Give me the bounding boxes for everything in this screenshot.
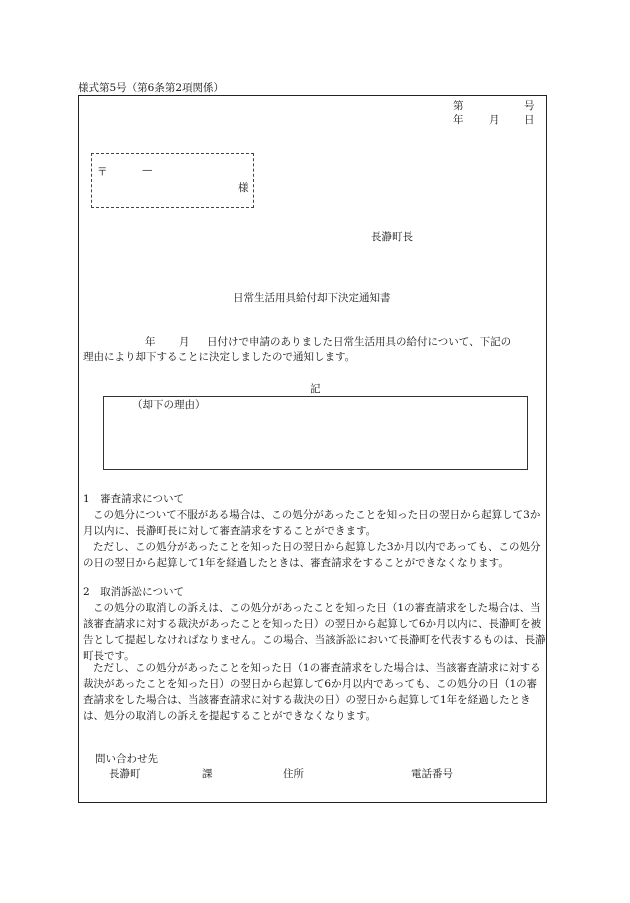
contact-town: 長瀞町 <box>109 768 141 780</box>
section1-para1: この処分について不服がある場合は、この処分があったことを知った日の翌日から起算して3か月以内に、長瀞町長に対して審査請求をすることができます。 <box>83 509 541 537</box>
document-title: 日常生活用具給付却下決定通知書 <box>233 292 391 304</box>
contact-phone: 電話番号 <box>411 768 453 780</box>
section1-para2: ただし、この処分があったことを知った日の翌日から起算した3か月以内であっても、この処分の日の翌日から起算して1年を経過したときは、審査請求をすることができなくなります。 <box>83 541 541 569</box>
intro-year: 年 <box>145 336 156 348</box>
section2-heading: 2 取消訴訟について <box>83 586 184 598</box>
date-month: 月 <box>489 114 500 126</box>
date-year: 年 <box>453 114 464 126</box>
intro-line2: 理由により却下することに決定しましたので通知します。 <box>83 351 356 363</box>
ki-heading: 記 <box>310 383 321 395</box>
contact-address: 住所 <box>283 768 304 780</box>
postal-dash: — <box>142 164 153 176</box>
postal-mark: 〒 <box>97 166 108 178</box>
rejection-reason-box <box>103 396 528 470</box>
intro-line1: 日付けで申請のありました日常生活用具の給付について、下記の <box>207 336 512 348</box>
number-suffix: 号 <box>524 100 535 112</box>
section1-heading: 1 審査請求について <box>83 493 184 505</box>
intro-month: 月 <box>179 336 190 348</box>
date-day: 日 <box>524 114 535 126</box>
form-label: 様式第5号（第6条第2項関係） <box>78 82 225 94</box>
section2-para2: ただし、この処分があったことを知った日（1の審査請求をした場合は、当該審査請求に対する裁決があったことを知った日）の翌日から起算して6か月以内であっても、この処分の日（1の審査請求をした場合は、当該審査請求に対する裁決の日）の翌日から起算して1年を経過したときは、処分の取消しの訴えを提起することができなくなります。 <box>83 662 541 722</box>
number-prefix: 第 <box>453 100 464 112</box>
section2-para1: この処分の取消しの訴えは、この処分があったことを知った日（1の審査請求をした場合は、当該審査請求に対する裁決があったことを知った日）の翌日から起算して6か月以内に、長瀞町を被告として提起しなければなりません。この場合、当該訴訟において長瀞町を代表するものは、長瀞町長です。 <box>83 602 546 662</box>
sender-name: 長瀞町長 <box>371 231 413 243</box>
reason-label: （却下の理由） <box>132 399 206 411</box>
notice-frame <box>78 95 547 803</box>
recipient-honorific: 様 <box>238 182 249 194</box>
recipient-address-box <box>91 153 254 208</box>
contact-label: 問い合わせ先 <box>95 753 158 765</box>
contact-section: 課 <box>202 768 213 780</box>
